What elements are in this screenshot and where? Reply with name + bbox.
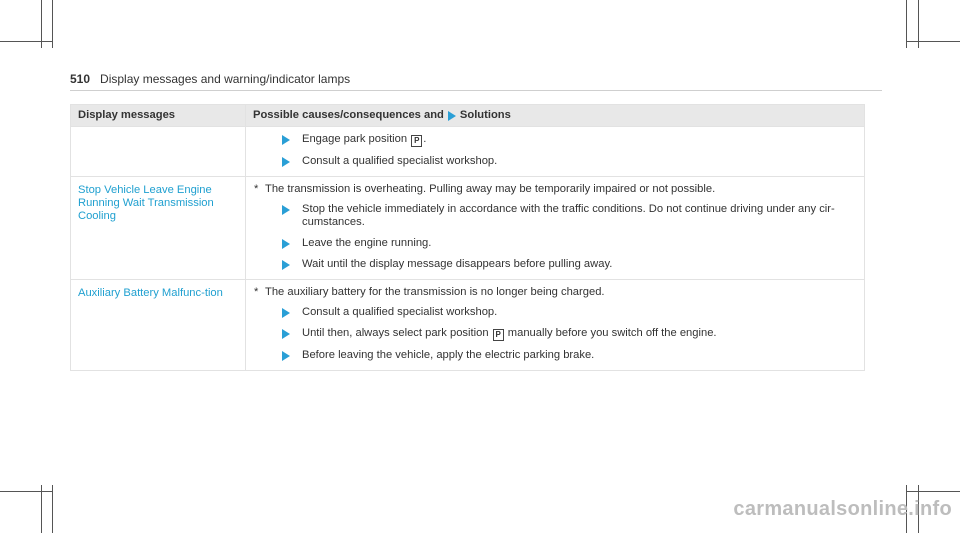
solution-step: Before leaving the vehicle, apply the electric parking brake. [253,349,857,362]
arrow-right-icon [282,239,290,249]
arrow-right-icon [282,351,290,361]
table-row [71,177,865,280]
solution-cell [246,280,865,371]
header-rule [70,90,882,91]
park-position-icon: P [493,329,504,341]
message-cell [71,280,246,371]
page-number: 510 [70,72,91,86]
park-position-icon: P [411,135,422,147]
solution-step: Stop the vehicle immediately in accordance with the traffic conditions. Do not continue driving under any cir-cumstances. [253,203,857,229]
solution-cell [246,177,865,280]
cause-text: * The auxiliary battery for the transmission is no longer being charged. [254,286,605,298]
cause-text: * The transmission is overheating. Pulling away may be temporarily impaired or not possible. [254,183,716,195]
display-messages-table [70,104,865,371]
page-title: Display messages and warning/indicator lamps [100,72,351,86]
solution-step: Leave the engine running. [253,237,857,250]
table-row [71,127,865,177]
solution-step: Consult a qualified specialist workshop. [253,306,857,319]
crop-mark [906,491,960,492]
table-row [71,280,865,371]
solution-step: Engage park position P . [253,133,857,147]
watermark: carmanualsonline.info [733,498,952,520]
col-header-causes-solutions: Possible causes/consequences and Solutions [246,105,865,127]
arrow-right-icon [282,308,290,318]
message-cell [71,177,246,280]
crop-mark [52,485,53,533]
crop-mark [41,485,42,533]
col-header-display-messages: Display messages [71,105,246,127]
crop-mark [906,41,960,42]
arrow-right-icon [282,205,290,215]
crop-mark [0,491,52,492]
solution-step: Consult a qualified specialist workshop. [253,155,857,168]
arrow-right-icon [282,329,290,339]
display-message: Auxiliary Battery Malfunc-tion [78,287,223,299]
message-cell [71,127,246,177]
page-header [70,72,350,86]
solution-step: Until then, always select park position P manually before you switch off the engine. [253,327,857,341]
crop-mark [52,0,53,48]
display-message: Stop Vehicle Leave Engine Running Wait Transmission Cooling [78,184,214,222]
arrow-right-icon [282,157,290,167]
solution-step: Wait until the display message disappears before pulling away. [253,258,857,271]
table-header-row [71,105,865,127]
crop-mark [0,41,52,42]
arrow-right-icon [282,135,290,145]
solution-cell [246,127,865,177]
arrow-right-icon [282,260,290,270]
arrow-right-icon [448,111,456,121]
